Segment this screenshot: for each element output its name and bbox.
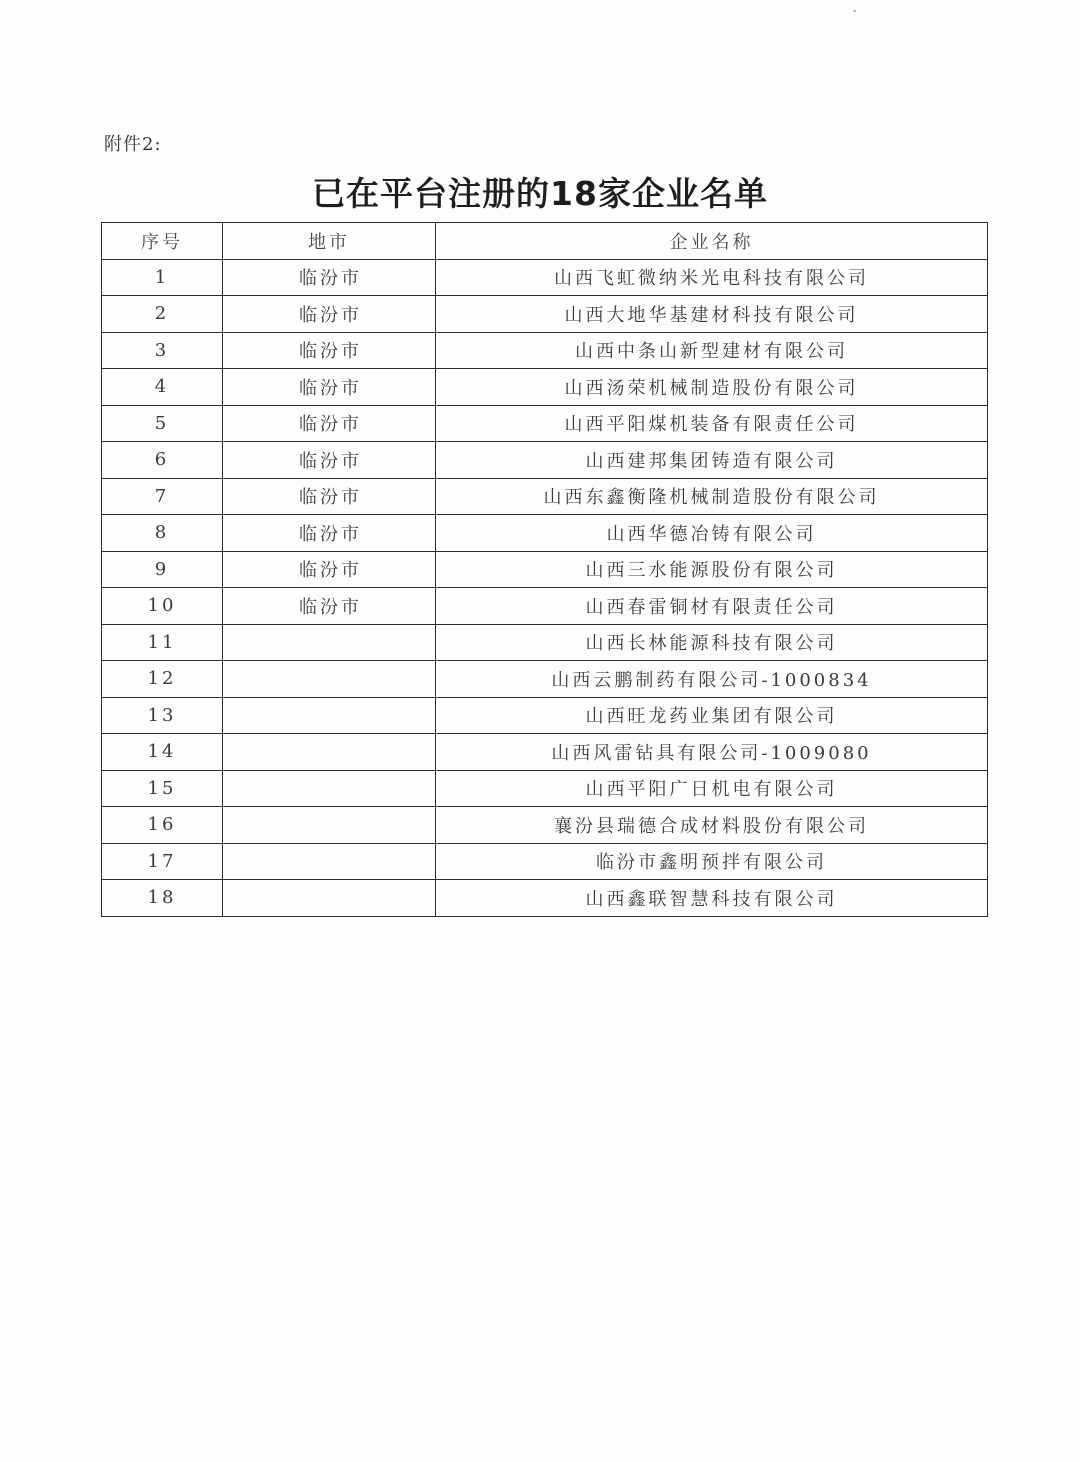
row-index: 4 xyxy=(102,369,223,406)
row-city xyxy=(223,624,436,661)
table-row xyxy=(102,661,988,698)
row-index: 7 xyxy=(102,478,223,515)
row-enterprise-name: 山西鑫联智慧科技有限公司 xyxy=(436,880,988,917)
row-enterprise-name: 山西旺龙药业集团有限公司 xyxy=(436,697,988,734)
table-row xyxy=(102,369,988,406)
table-row xyxy=(102,442,988,479)
table-row xyxy=(102,880,988,917)
document-title: 已在平台注册的18家企业名单 xyxy=(312,174,768,213)
row-index: 6 xyxy=(102,442,223,479)
row-enterprise-name: 山西中条山新型建材有限公司 xyxy=(436,332,988,369)
row-city: 临汾市 xyxy=(223,259,436,296)
row-city: 临汾市 xyxy=(223,515,436,552)
scan-speck xyxy=(853,10,856,12)
row-city: 临汾市 xyxy=(223,296,436,333)
table-row xyxy=(102,478,988,515)
row-enterprise-name: 山西风雷钻具有限公司-1009080 xyxy=(436,734,988,771)
row-city xyxy=(223,770,436,807)
table-row xyxy=(102,807,988,844)
row-index: 13 xyxy=(102,697,223,734)
row-enterprise-name: 山西长林能源科技有限公司 xyxy=(436,624,988,661)
row-index: 5 xyxy=(102,405,223,442)
row-index: 3 xyxy=(102,332,223,369)
row-index: 8 xyxy=(102,515,223,552)
enterprise-table xyxy=(101,222,988,917)
row-index: 1 xyxy=(102,259,223,296)
row-enterprise-name: 襄汾县瑞德合成材料股份有限公司 xyxy=(436,807,988,844)
row-enterprise-name: 山西华德冶铸有限公司 xyxy=(436,515,988,552)
header-name: 企业名称 xyxy=(436,223,988,260)
row-city: 临汾市 xyxy=(223,478,436,515)
table-row xyxy=(102,770,988,807)
row-enterprise-name: 山西三水能源股份有限公司 xyxy=(436,551,988,588)
row-city: 临汾市 xyxy=(223,551,436,588)
row-index: 15 xyxy=(102,770,223,807)
row-city: 临汾市 xyxy=(223,369,436,406)
row-city: 临汾市 xyxy=(223,405,436,442)
attachment-label: 附件2: xyxy=(104,134,162,155)
row-enterprise-name: 山西汤荣机械制造股份有限公司 xyxy=(436,369,988,406)
row-index: 9 xyxy=(102,551,223,588)
table-row xyxy=(102,734,988,771)
row-index: 12 xyxy=(102,661,223,698)
header-city: 地市 xyxy=(223,223,436,260)
row-enterprise-name: 山西大地华基建材科技有限公司 xyxy=(436,296,988,333)
row-enterprise-name: 山西平阳煤机装备有限责任公司 xyxy=(436,405,988,442)
row-enterprise-name: 山西云鹏制药有限公司-1000834 xyxy=(436,661,988,698)
table-row xyxy=(102,588,988,625)
row-city xyxy=(223,661,436,698)
table-row xyxy=(102,296,988,333)
row-city xyxy=(223,880,436,917)
row-enterprise-name: 山西建邦集团铸造有限公司 xyxy=(436,442,988,479)
table-row xyxy=(102,515,988,552)
row-city xyxy=(223,697,436,734)
row-city xyxy=(223,734,436,771)
row-enterprise-name: 山西东鑫衡隆机械制造股份有限公司 xyxy=(436,478,988,515)
row-index: 2 xyxy=(102,296,223,333)
table-row xyxy=(102,332,988,369)
table-row xyxy=(102,259,988,296)
row-city: 临汾市 xyxy=(223,442,436,479)
table-header-row xyxy=(102,223,988,260)
table-row xyxy=(102,405,988,442)
row-index: 18 xyxy=(102,880,223,917)
table-row xyxy=(102,697,988,734)
row-enterprise-name: 山西平阳广日机电有限公司 xyxy=(436,770,988,807)
table-row xyxy=(102,624,988,661)
row-index: 17 xyxy=(102,843,223,880)
table-row xyxy=(102,551,988,588)
row-index: 14 xyxy=(102,734,223,771)
row-city xyxy=(223,843,436,880)
row-city xyxy=(223,807,436,844)
row-index: 11 xyxy=(102,624,223,661)
row-enterprise-name: 山西飞虹微纳米光电科技有限公司 xyxy=(436,259,988,296)
table-body xyxy=(102,259,988,916)
row-city: 临汾市 xyxy=(223,588,436,625)
table-row xyxy=(102,843,988,880)
row-index: 10 xyxy=(102,588,223,625)
row-city: 临汾市 xyxy=(223,332,436,369)
row-enterprise-name: 临汾市鑫明预拌有限公司 xyxy=(436,843,988,880)
row-enterprise-name: 山西春雷铜材有限责任公司 xyxy=(436,588,988,625)
header-index: 序号 xyxy=(102,223,223,260)
row-index: 16 xyxy=(102,807,223,844)
